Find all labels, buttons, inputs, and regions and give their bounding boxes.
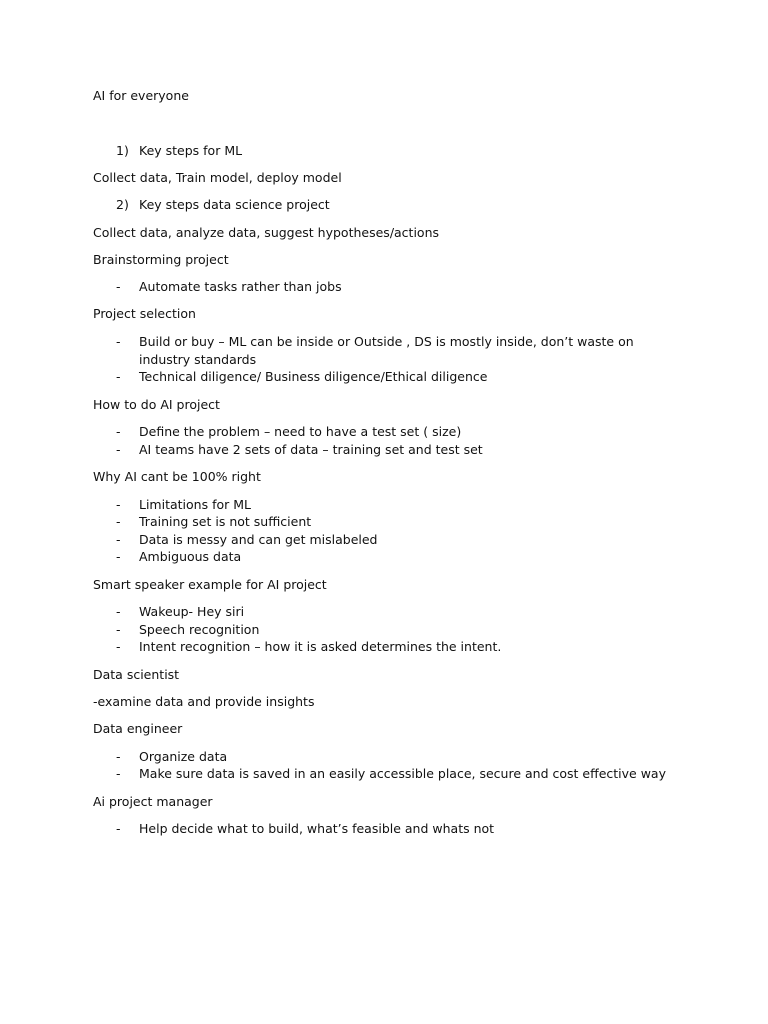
section-heading: Why AI cant be 100% right (93, 469, 261, 484)
list-item: Automate tasks rather than jobs (139, 279, 342, 294)
bullet-marker: - (116, 821, 121, 836)
bullet-marker: - (116, 334, 121, 349)
list-item: Help decide what to build, what’s feasible and whats not (139, 821, 495, 836)
list-number: 1) (116, 143, 129, 158)
document-title: AI for everyone (93, 88, 189, 103)
numbered-item-heading: Key steps data science project (139, 197, 330, 212)
paragraph: Collect data, analyze data, suggest hypotheses/actions (93, 225, 440, 240)
bullet-marker: - (116, 442, 121, 457)
numbered-item-heading: Key steps for ML (139, 143, 243, 158)
paragraph: -examine data and provide insights (93, 694, 315, 709)
bullet-marker: - (116, 532, 121, 547)
list-item: Ambiguous data (139, 549, 242, 564)
bullet-marker: - (116, 424, 121, 439)
list-item: Define the problem – need to have a test set ( size) (139, 424, 462, 439)
section-heading: Brainstorming project (93, 252, 229, 267)
bullet-marker: - (116, 604, 121, 619)
bullet-marker: - (116, 497, 121, 512)
list-item: Wakeup- Hey siri (139, 604, 245, 619)
list-item: AI teams have 2 sets of data – training set and test set (139, 442, 483, 457)
bullet-marker: - (116, 369, 121, 384)
list-item: Technical diligence/ Business diligence/Ethical diligence (139, 369, 488, 384)
section-heading: Ai project manager (93, 794, 213, 809)
bullet-marker: - (116, 279, 121, 294)
list-item: Organize data (139, 749, 228, 764)
list-item: Make sure data is saved in an easily accessible place, secure and cost effective way (139, 766, 666, 781)
bullet-marker: - (116, 622, 121, 637)
list-number: 2) (116, 197, 129, 212)
list-item: Intent recognition – how it is asked determines the intent. (139, 639, 502, 654)
bullet-marker: - (116, 639, 121, 654)
section-heading: Smart speaker example for AI project (93, 577, 327, 592)
section-heading: Data engineer (93, 721, 183, 736)
list-item: Limitations for ML (139, 497, 251, 512)
bullet-marker: - (116, 749, 121, 764)
section-heading: Data scientist (93, 667, 180, 682)
bullet-marker: - (116, 514, 121, 529)
list-item: Data is messy and can get mislabeled (139, 532, 378, 547)
section-heading: Project selection (93, 306, 196, 321)
paragraph: Collect data, Train model, deploy model (93, 170, 342, 185)
bullet-marker: - (116, 549, 121, 564)
list-item: Build or buy – ML can be inside or Outside , DS is mostly inside, don’t waste on industry standards (139, 334, 634, 367)
section-heading: How to do AI project (93, 397, 220, 412)
list-item: Training set is not sufficient (139, 514, 312, 529)
list-item: Speech recognition (139, 622, 260, 637)
bullet-marker: - (116, 766, 121, 781)
